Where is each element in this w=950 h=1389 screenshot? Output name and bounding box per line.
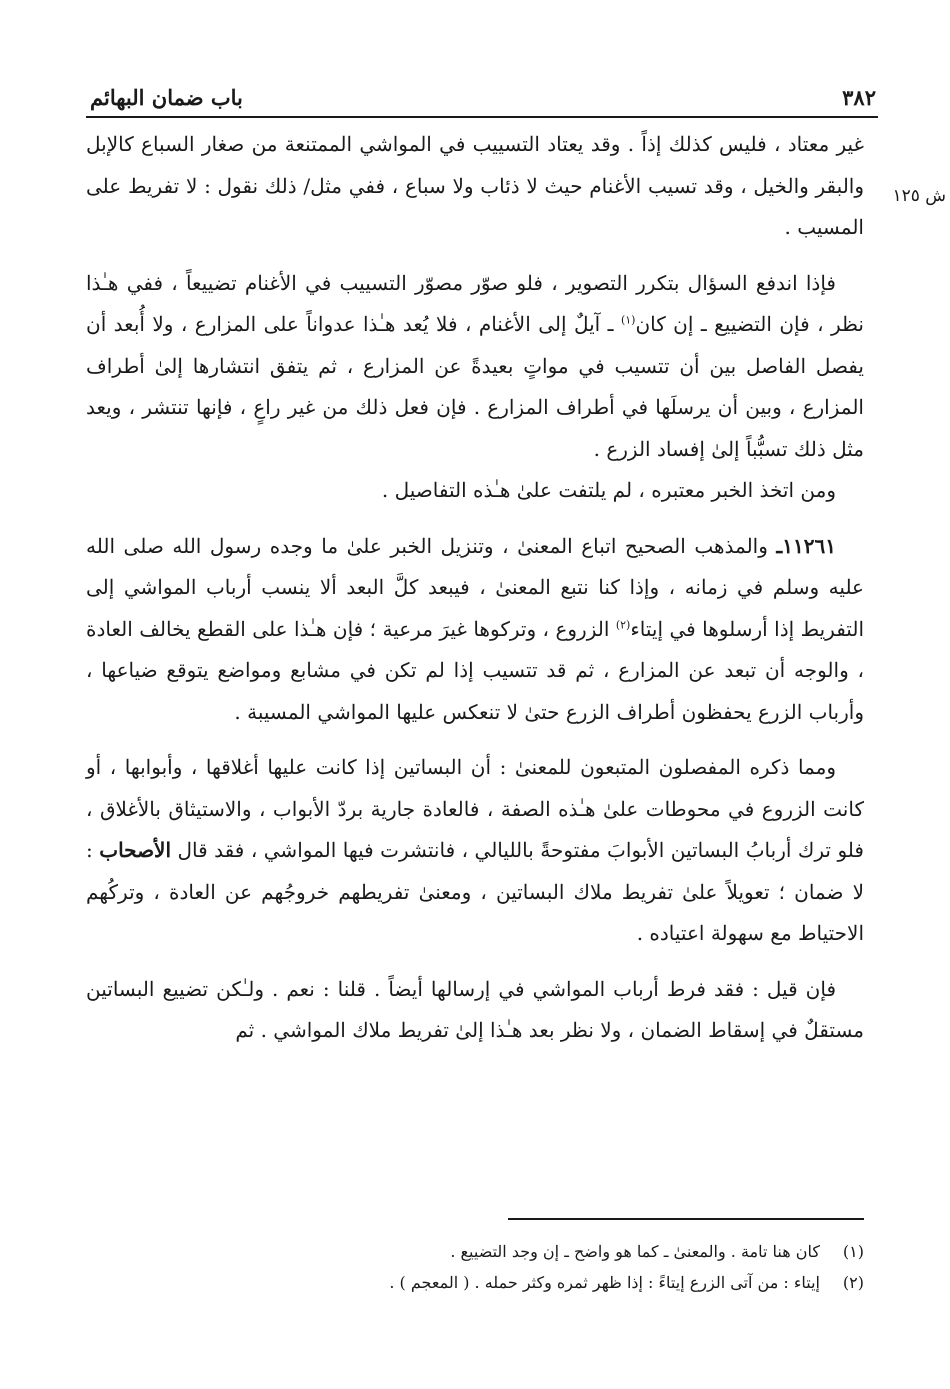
page-header [86,80,878,118]
paragraph-5-text-a: ومما ذكره المفصلون المتبعون للمعنىٰ : أن البساتين إذا كانت عليها أغلاقها ، وأبوابها ، أو كانت الزروع في محوطات علىٰ هـٰذه الصفة ، فالعادة جارية بردّ الأبواب ، والاستيثاق بالأغلاق ، فلو ترك أربابُ البساتين الأبوابَ مفتوحةً بالليالي ، فانتشرت فيها المواشي ، فقد قال [86,755,864,862]
paragraph-5 [86,747,864,955]
paragraph-1 [86,124,864,249]
paragraph-2-text-a: فإذا اندفع السؤال بتكرر التصوير ، فلو صوّر مصوّر التسييب في الأغنام تضييعاً ، ففي هـٰذا نظر ، فإن التضييع ـ إن كان [86,270,864,336]
paragraph-4 [86,526,864,734]
paragraph-4-text-b: الزروع ، وتركوها غيرَ مرعية ؛ فإن هـٰذا على القطع يخالف العادة ، والوجه أن تبعد عن المزارع ، ثم قد تتسيب إذا لم تكن في مشابع ومواضع يتوقع ضياعها ، وأرباب الزرع يحفظون أطراف الزرع حتىٰ لا تنعكس عليها المواشي المسيبة . [86,616,864,724]
paragraph-1-text: غير معتاد ، فليس كذلك إذاً . وقد يعتاد التسييب في المواشي الممتنعة من صغار السباع كالإبل والبقر والخيل ، وقد تسيب الأغنام حيث لا ذئاب ولا سباع ، ففي مثل/ ذلك نقول : لا تفريط على المسيب . [86,132,864,239]
paragraph-5-bold-term: الأصحاب [99,838,172,862]
page-number: ٣٨٢ [842,82,878,116]
paragraph-3-text: ومن اتخذ الخبر معتبره ، لم يلتفت علىٰ هـٰذه التفاصيل . [381,478,836,502]
margin-manuscript-reference: ش ١٢٥ [892,186,946,206]
footnote-ref-2[interactable]: (٢) [615,617,631,631]
footnote-2 [86,1267,864,1298]
paragraph-4-text-a: والمذهب الصحيح اتباع المعنىٰ ، وتنزيل الخبر علىٰ ما وجده رسول الله صلى الله عليه وسلم في زمانه ، وإذا كنا نتبع المعنىٰ ، فيبعد كلَّ البعد ألا ينسب أرباب المواشي إلى التفريط إذا أرسلوها في إيتاء [86,533,864,641]
footnotes [86,1236,864,1298]
paragraph-3 [86,470,864,512]
paragraph-5-text-b: : لا ضمان ؛ تعويلاً علىٰ تفريط ملاك البساتين ، ومعنىٰ تفريطهم خروجُهم عن العادة ، وتركُهم الاحتياط مع سهولة اعتياده . [86,838,864,945]
running-title: باب ضمان البهائم [86,82,243,116]
footnote-ref-1[interactable]: (١) [620,313,636,327]
footnote-separator [508,1218,864,1220]
paragraph-6 [86,969,864,1052]
footnote-2-text: إيتاء : من آتى الزرع إيتاءً : إذا ظهر ثمره وكثر حمله . ( المعجم ) . [389,1273,820,1292]
main-text [86,124,864,1052]
footnote-2-label: (٢) [842,1273,864,1292]
footnote-1 [86,1236,864,1267]
paragraph-number: ١١٢٦١ـ [776,533,836,558]
paragraph-6-text: فإن قيل : فقد فرط أرباب المواشي في إرسالها أيضاً . قلنا : نعم . ولـٰكن تضييع البساتين مستقلٌ في إسقاط الضمان ، ولا نظر بعد هـٰذا إلىٰ تفريط ملاك المواشي . ثم [86,976,864,1042]
paragraph-2 [86,263,864,471]
paragraph-2-text-b: ـ آيلٌ إلى الأغنام ، فلا يُعد هـٰذا عدواناً على المزارع ، ولا أُبعد أن يفصل الفاصل بين أن تتسيب في مواتٍ بعيدةً عن المزارع ، ثم يتفق انتشارها إلىٰ أطراف المزارع ، وبين أن يرسلَها في أطراف المزارع . فإن فعل ذلك من غير راعٍ ، فإنها تنتشر ، ويعد مثل ذلك تسبُّباً إلىٰ إفساد الزرع . [86,312,864,461]
footnote-1-text: كان هنا تامة . والمعنىٰ ـ كما هو واضح ـ إن وجد التضييع . [450,1242,820,1261]
footnote-1-label: (١) [842,1242,864,1261]
